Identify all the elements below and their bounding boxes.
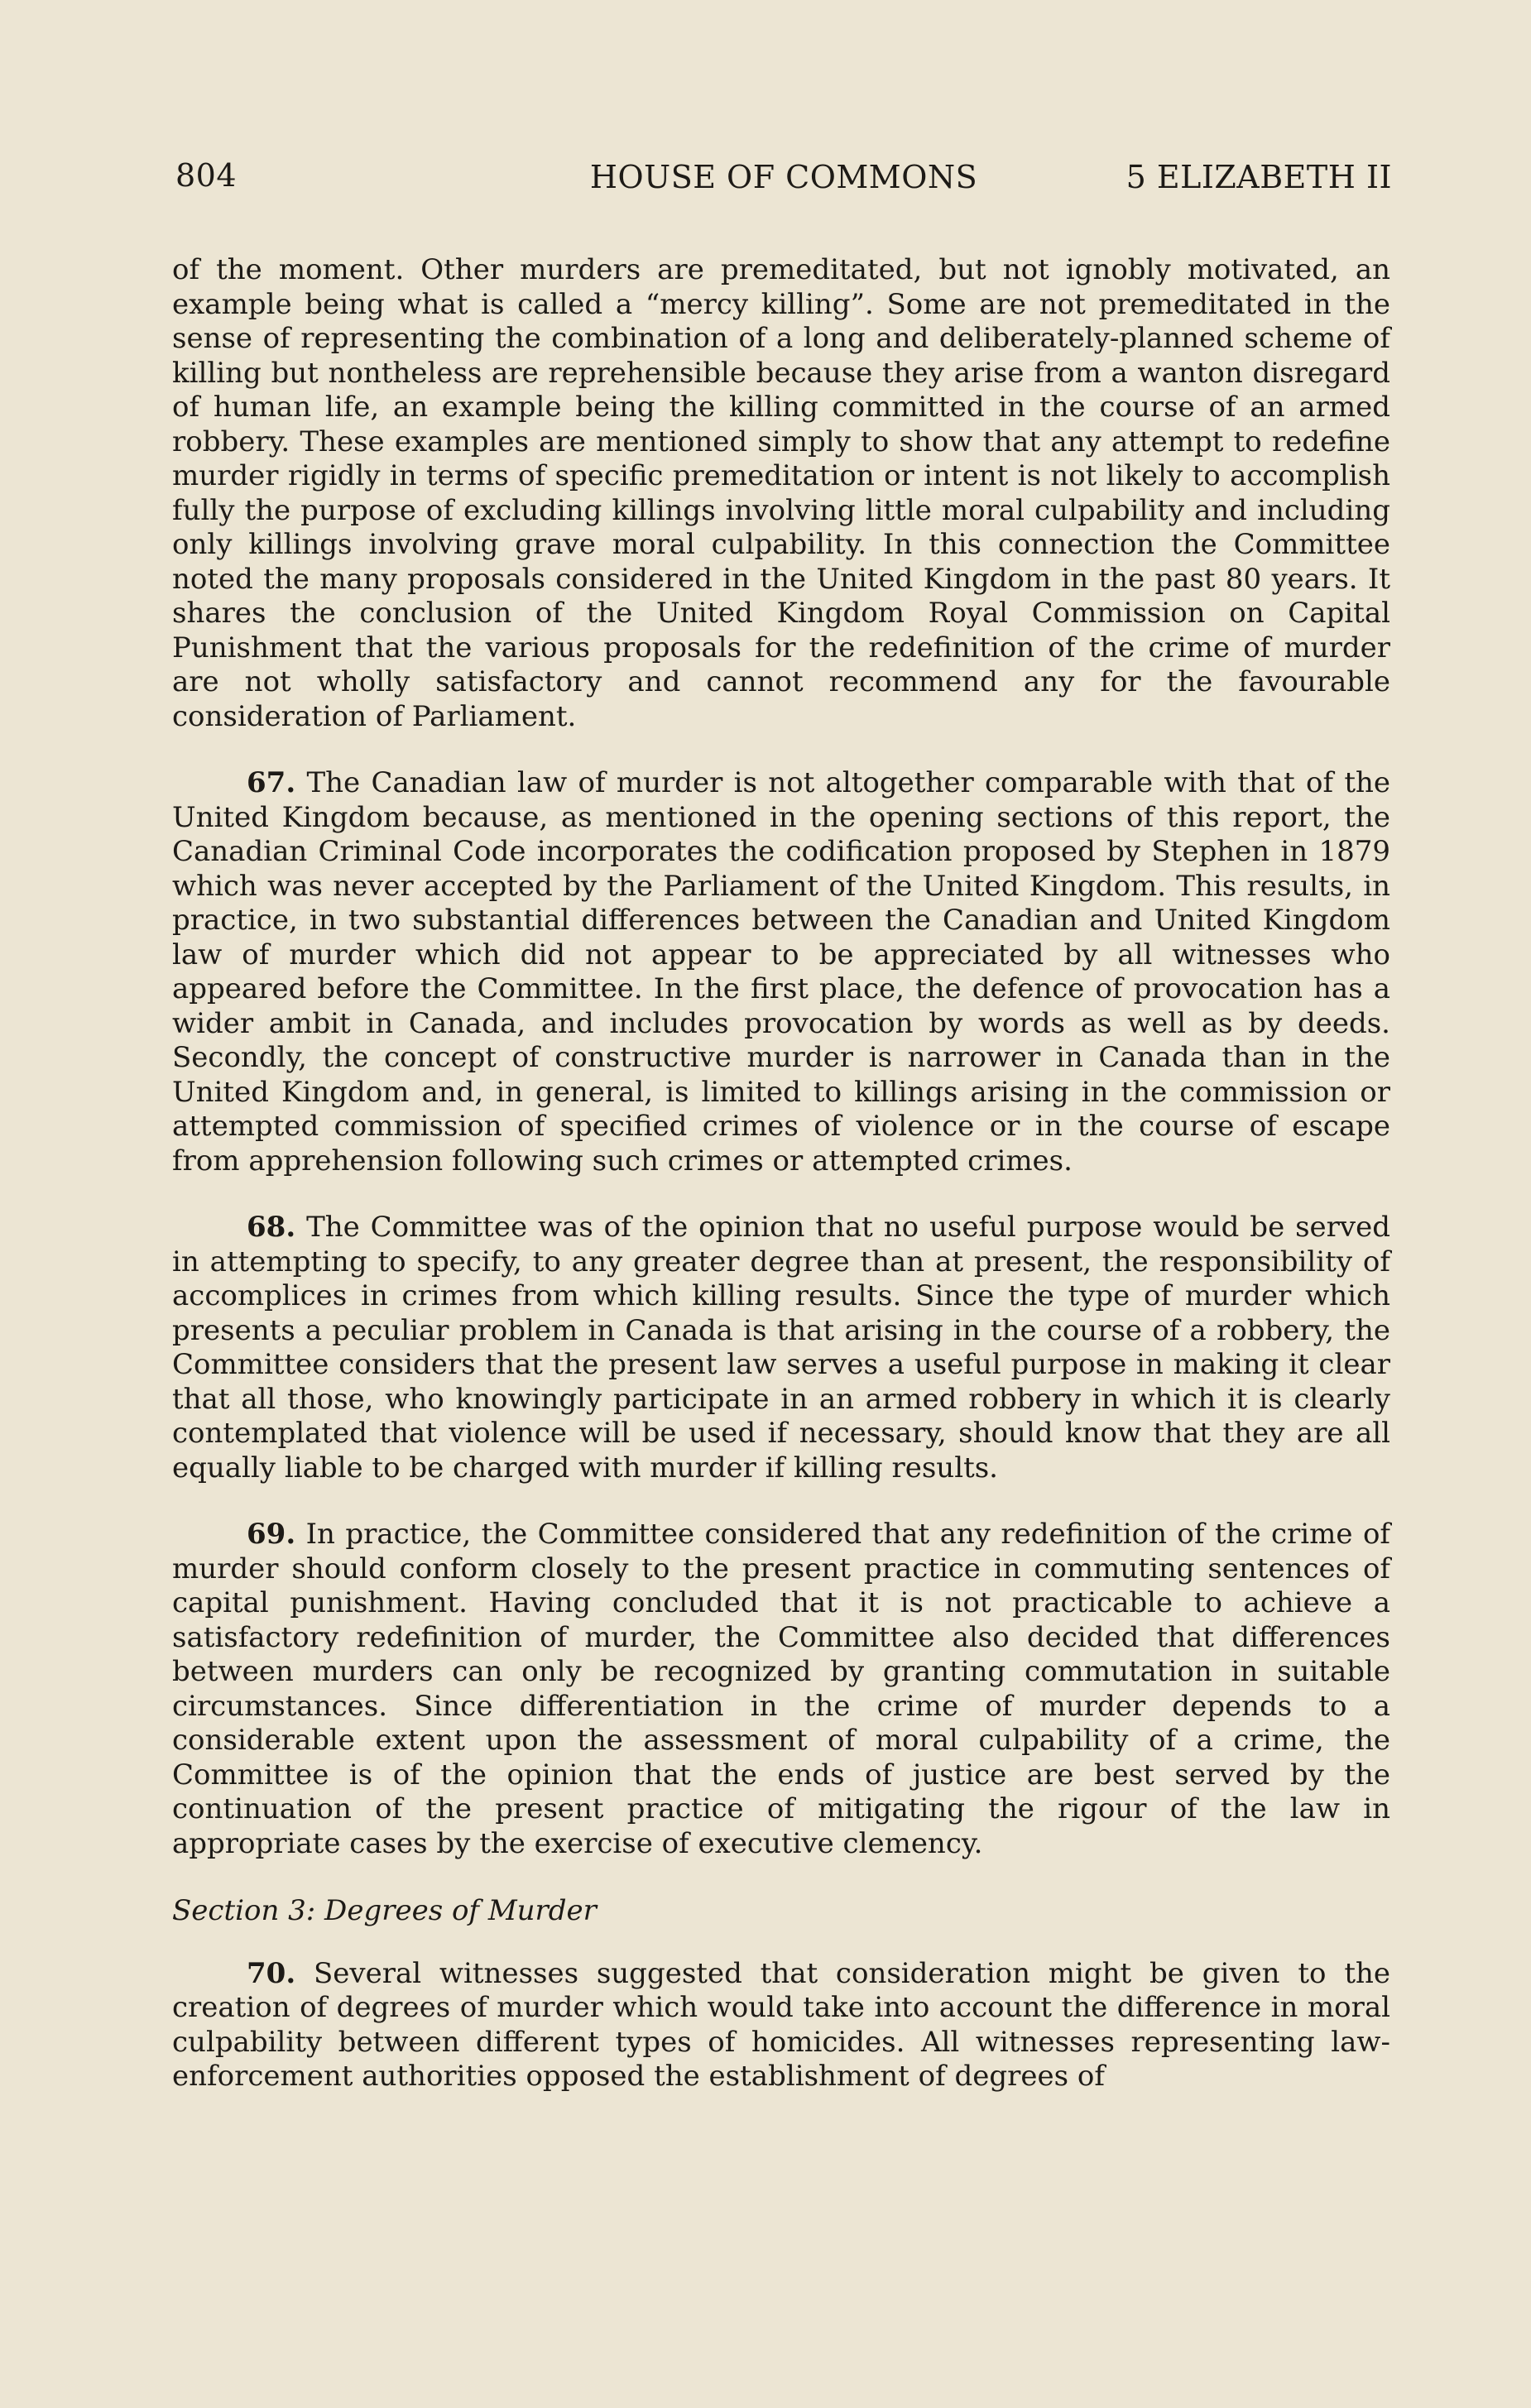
running-title: HOUSE OF COMMONS: [589, 159, 978, 195]
paragraph-text: The Committee was of the opinion that no useful purpose would be served in attempting to specify, to any greater degree than at present, the responsibility of accomplices in crimes from which killing results. Since the type of murder which presents a peculiar problem in Canada is that arising in the course of a robbery, the Committee considers that the present law serves a useful purpose in making it clear that all those, who knowingly participate in an armed robbery in which it is clearly contemplated that violence will be used if necessary, should know that they are all equally liable to be charged with murder if killing results.: [172, 1211, 1390, 1485]
session-label: 5 ELIZABETH II: [1125, 159, 1392, 195]
page-number: 804: [175, 157, 238, 194]
paragraph-number: 69.: [247, 1518, 296, 1551]
paragraph-text: In practice, the Committee considered that any redefinition of the crime of murder should conform closely to the present practice in commuting sentences of capital punishment. Having concluded that it is not practicable to achieve a satisfactory redefinition of murder, the Committee also decided that differences between murders can only be recognized by granting commutation in suitable circumstances. Since differentiation in the crime of murder depends to a considerable extent upon the assessment of moral culpability of a crime, the Committee is of the opinion that the ends of justice are best served by the continuation of the present practice of mitigating the rigour of the law in appropriate cases by the exercise of executive clemency.: [172, 1518, 1390, 1860]
paragraph-text: of the moment. Other murders are premeditated, but not ignobly motivated, an example being what is called a “mercy killing”. Some are not premeditated in the sense of representing the combination of a long and deliberately-planned scheme of killing but nontheless are reprehensible because they arise from a wanton disregard of human life, an example being the killing committed in the course of an armed robbery. These examples are mentioned simply to show that any attempt to redefine murder rigidly in terms of specific premeditation or intent is not likely to accomplish fully the purpose of excluding killings involving little moral culpability and including only killings involving grave moral culpability. In this connection the Committee noted the many proposals considered in the United Kingdom in the past 80 years. It shares the conclusion of the United Kingdom Royal Commission on Capital Punishment that the various proposals for the redefinition of the crime of murder are not wholly satisfactory and cannot recommend any for the favourable consideration of Parliament.: [172, 253, 1390, 733]
running-header: [175, 157, 1392, 207]
paragraph-text: The Canadian law of murder is not altogether comparable with that of the United Kingdom because, as mentioned in the opening sections of this report, the Canadian Criminal Code incorporates the codification proposed by Stephen in 1879 which was never accepted by the Parliament of the United Kingdom. This results, in practice, in two substantial differences between the Canadian and United Kingdom law of murder which did not appear to be appreciated by all witnesses who appeared before the Committee. In the first place, the defence of provocation has a wider ambit in Canada, and includes provocation by words as well as by deeds. Secondly, the concept of constructive murder is narrower in Canada than in the United Kingdom and, in general, is limited to killings arising in the commission or attempted commission of specified crimes of violence or in the course of escape from apprehension following such crimes or attempted crimes.: [172, 766, 1391, 1178]
section-heading: Section 3: Degrees of Murder: [172, 1894, 597, 1927]
paragraph-70: [172, 1957, 1390, 2094]
paragraph-continued: [172, 253, 1390, 734]
paragraph-68: [172, 1211, 1390, 1485]
paragraph-number: 68.: [247, 1211, 296, 1244]
paragraph-69: [172, 1518, 1390, 1861]
paragraph-67: [172, 766, 1390, 1178]
paragraph-number: 70.: [247, 1956, 296, 1990]
paragraph-number: 67.: [247, 766, 296, 799]
paragraph-text: Several witnesses suggested that consideration might be given to the creation of degrees of murder which would take into account the difference in moral culpability between different types of homicides. All witnesses representing law-enforcement authorities opposed the establishment of degrees of: [172, 1956, 1390, 2093]
page-body: [172, 253, 1390, 2094]
